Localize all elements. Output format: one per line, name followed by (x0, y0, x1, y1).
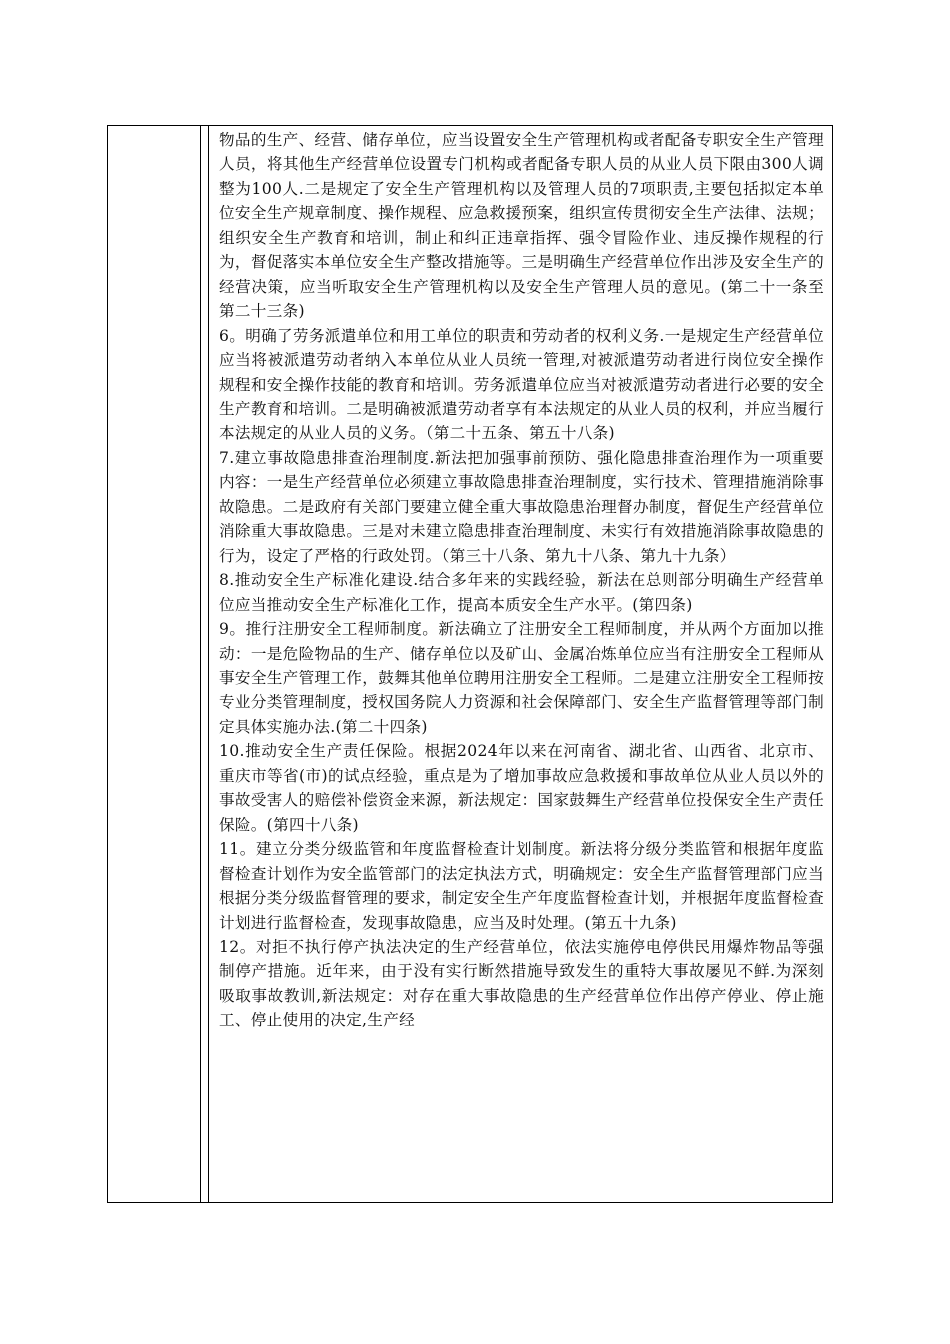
paragraph-item-8: 8.推动安全生产标准化建设.结合多年来的实践经验，新法在总则部分明确生产经营单位应当推动安全生产标准化工作，提高本质安全生产水平。(第四条) (219, 571, 824, 614)
paragraph-continuation: 物品的生产、经营、储存单位，应当设置安全生产管理机构或者配备专职安全生产管理人员，将其他生产经营单位设置专门机构或者配备专职人员的从业人员下限由300人调整为100人.二是规定了安全生产管理机构以及管理人员的7项职责,主要包括拟定本单位安全生产规章制度、操作规程、应急救援预案，组织宣传贯彻安全生产法律、法规；组织安全生产教育和培训，制止和纠正违章指挥、强令冒险作业、违反操作规程的行为，督促落实本单位安全生产整改措施等。三是明确生产经营单位作出涉及安全生产的经营决策，应当听取安全生产管理机构以及安全生产管理人员的意见。(第二十一条至第二十三条) (219, 131, 824, 321)
paragraph-item-6: 6。明确了劳务派遣单位和用工单位的职责和劳动者的权利义务.一是规定生产经营单位应当将被派遣劳动者纳入本单位从业人员统一管理,对被派遣劳动者进行岗位安全操作规程和安全操作技能的教育和培训。劳务派遣单位应当对被派遣劳动者进行必要的安全生产教育和培训。二是明确被派遣劳动者享有本法规定的从业人员的权利，并应当履行本法规定的从业人员的义务。（第二十五条、第五十八条) (219, 326, 824, 443)
document-table (107, 125, 833, 1203)
paragraph-item-9: 9。推行注册安全工程师制度。新法确立了注册安全工程师制度，并从两个方面加以推动：一是危险物品的生产、储存单位以及矿山、金属冶炼单位应当有注册安全工程师从事安全生产管理工作，鼓舞其他单位聘用注册安全工程师。二是建立注册安全工程师按专业分类管理制度，授权国务院人力资源和社会保障部门、安全生产监督管理等部门制定具体实施办法.(第二十四条) (219, 620, 824, 736)
paragraph-item-7: 7.建立事故隐患排查治理制度.新法把加强事前预防、强化隐患排查治理作为一项重要内容：一是生产经营单位必须建立事故隐患排查治理制度，实行技术、管理措施消除事故隐患。二是政府有关部门要建立健全重大事故隐患治理督办制度，督促生产经营单位消除重大事故隐患。三是对未建立隐患排查治理制度、未实行有效措施消除事故隐患的行为，设定了严格的行政处罚。（第三十八条、第九十八条、第九十九条） (219, 448, 824, 565)
table-narrow-column (201, 126, 209, 1202)
paragraph-item-10: 10.推动安全生产责任保险。根据2024年以来在河南省、湖北省、山西省、北京市、重庆市等省(市)的试点经验，重点是为了增加事故应急救援和事故单位从业人员以外的事故受害人的赔偿补偿资金来源，新法规定：国家鼓舞生产经营单位投保安全生产责任保险。(第四十八条) (219, 742, 824, 834)
paragraph-item-12: 12。对拒不执行停产执法决定的生产经营单位，依法实施停电停供民用爆炸物品等强制停产措施。近年来，由于没有实行断然措施导致发生的重特大事故屡见不鲜.为深刻吸取事故教训,新法规定：对存在重大事故隐患的生产经营单位作出停产停业、停止施工、停止使用的决定,生产经 (219, 937, 824, 1030)
paragraph-item-11: 11。建立分类分级监管和年度监督检查计划制度。新法将分级分类监管和根据年度监督检查计划作为安全监管部门的法定执法方式，明确规定：安全生产监督管理部门应当根据分类分级监督管理的要求，制定安全生产年度监督检查计划，并根据年度监督检查计划进行监督检查，发现事故隐患，应当及时处理。(第五十九条) (219, 840, 824, 932)
table-content-cell (209, 126, 832, 1202)
table-left-column (108, 126, 201, 1202)
